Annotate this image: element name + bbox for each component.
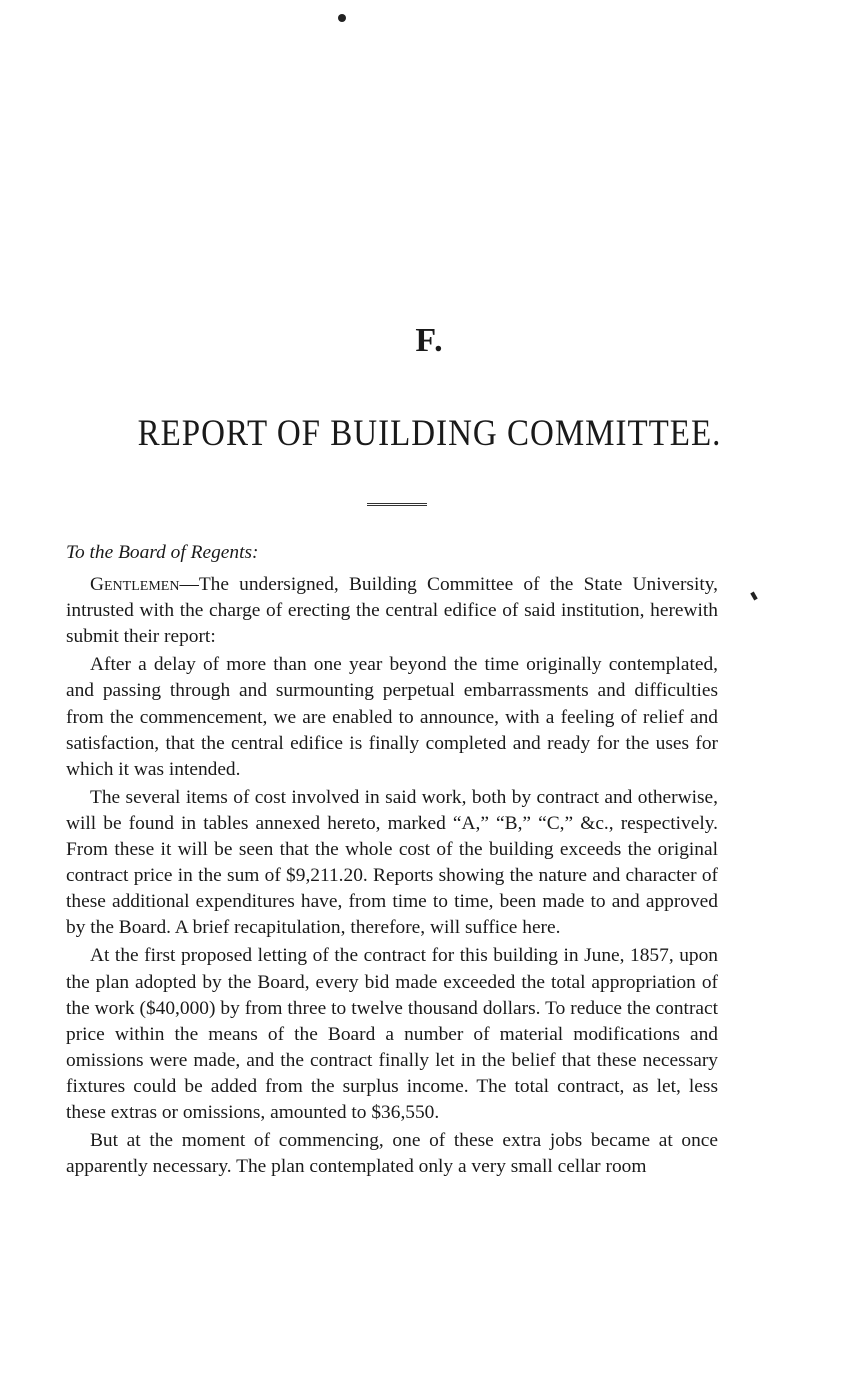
salutation: To the Board of Regents: — [66, 542, 259, 563]
opening-text: —The undersigned, Building Committee of the State University, intrusted with the charge of erecting the central edifice of said institution, herewith submit their report: — [66, 574, 718, 648]
paragraph-opening — [66, 572, 718, 650]
paragraph-cellar: But at the moment of commencing, one of these extra jobs became at once apparently necessary. The plan contemplated only a very small cellar room — [66, 1130, 718, 1178]
paragraph-delay: After a delay of more than one year beyond the time originally contemplated, and passing through and surmounting perpetual embarrassments and difficulties from the commencement, we are enabled to announce, with a feeling of relief and satisfaction, that the central edifice is finally completed and ready for the uses for which it was intended. — [66, 654, 718, 780]
margin-tick-mark — [750, 592, 757, 601]
report-title: REPORT OF BUILDING COMMITTEE. — [137, 413, 722, 455]
paragraph-costs: The several items of cost involved in said work, both by contract and otherwise, will be found in tables annexed hereto, marked “A,” “B,” “C,” &c., respectively. From these it will be seen that the whole cost of the building exceeds the original contract price in the sum of $9,211.20. Reports showing the nature and character of these additional expenditures have, from time to time, been made to and approved by the Board. A brief recapitulation, therefore, will suffice here. — [66, 786, 718, 939]
ink-spot-mark — [338, 14, 346, 22]
section-letter: F. — [415, 322, 444, 359]
title-divider — [367, 503, 427, 506]
paragraph-contract: At the first proposed letting of the contract for this building in June, 1857, upon the plan adopted by the Board, every bid made exceeded the total appropriation of the work ($40,000) by from three to twelve thousand dollars. To reduce the contract price within the means of the Board a number of material modifications and omissions were made, and the contract finally let in the belief that these necessary fixtures could be added from the surplus income. The total contract, as let, less these extras or omissions, amounted to $36,550. — [66, 945, 718, 1123]
opening-word: Gentlemen — [90, 574, 180, 596]
letter-body — [66, 540, 718, 1180]
